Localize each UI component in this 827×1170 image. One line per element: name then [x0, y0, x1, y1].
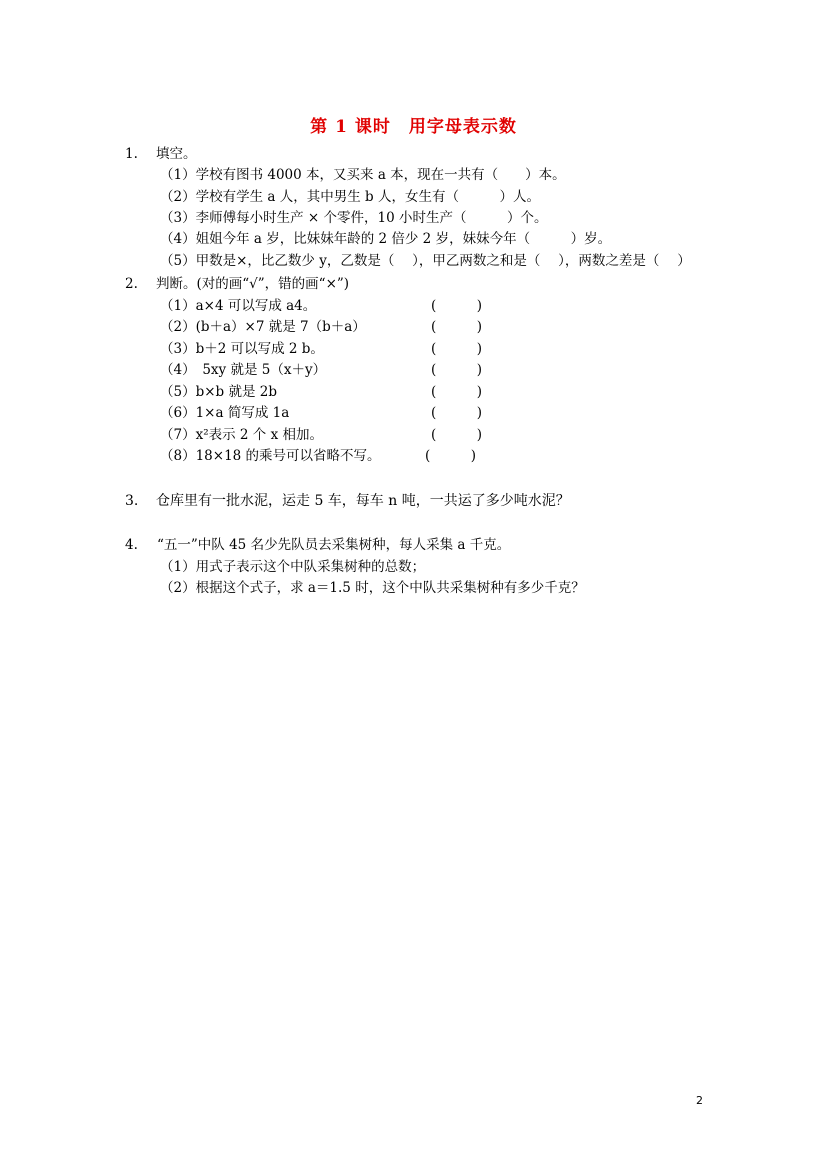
question-1: [0, 144, 197, 164]
judge-item-3: （3）b＋2 可以写成 2 b。: [160, 341, 324, 357]
judge-item-2: （2）(b＋a）×7 就是 7（b＋a）: [160, 319, 366, 335]
judge-item-4: （4） 5xy 就是 5（x＋y）: [160, 362, 327, 378]
sub-item-1: （1）用式子表示这个中队采集树种的总数；: [160, 559, 426, 575]
answer-paren-7: ( ): [431, 427, 483, 443]
judge-item-7: （7）x²表示 2 个 x 相加。: [160, 427, 323, 443]
fill-item-2: （2）学校有学生 a 人，其中男生 b 人，女生有（ ）人。: [160, 189, 540, 205]
fill-item-3: （3）李师傅每小时生产 × 个零件，10 小时生产（ ）个。: [160, 210, 548, 226]
question-4: [0, 535, 511, 555]
answer-paren-2: ( ): [431, 319, 483, 335]
answer-paren-4: ( ): [431, 362, 483, 378]
judge-item-8: （8）18×18 的乘号可以省略不写。: [160, 448, 381, 464]
answer-paren-6: ( ): [431, 405, 483, 421]
fill-item-4: （4）姐姐今年 a 岁，比妹妹年龄的 2 倍少 2 岁，妹妹今年（ ）岁。: [160, 231, 612, 247]
answer-paren-8: ( ): [425, 448, 477, 464]
question-text: 仓库里有一批水泥，运走 5 车，每车 n 吨，一共运了多少吨水泥？: [156, 493, 570, 509]
question-number: 3.: [125, 493, 139, 509]
answer-paren-3: ( ): [431, 341, 483, 357]
question-3: [0, 491, 570, 511]
answer-paren-5: ( ): [431, 384, 483, 400]
question-number: 2.: [125, 276, 138, 292]
judge-item-5: （5）b×b 就是 2b: [160, 384, 277, 400]
sub-item-2: （2）根据这个式子，求 a＝1.5 时，这个中队共采集树种有多少千克？: [160, 580, 585, 596]
fill-item-1: （1）学校有图书 4000 本，又买来 a 本，现在一共有（ ）本。: [160, 167, 566, 183]
question-number: 1.: [125, 146, 138, 162]
judge-item-6: （6）1×a 简写成 1a: [160, 405, 290, 421]
question-text: 填空。: [156, 146, 197, 162]
fill-item-5: （5）甲数是×，比乙数少 y，乙数是（ ），甲乙两数之和是（ ），两数之差是（ ）: [160, 253, 691, 269]
judge-item-1: （1）a×4 可以写成 a4。: [160, 298, 317, 314]
lesson-title: 第 1 课时 用字母表示数: [310, 117, 517, 137]
answer-paren-1: ( ): [431, 298, 483, 314]
question-number: 4.: [125, 537, 138, 553]
question-text: 判断。(对的画“√”，错的画“×”): [156, 276, 350, 292]
question-2: [0, 274, 350, 294]
question-text: “五一”中队 45 名少先队员去采集树种，每人采集 a 千克。: [157, 537, 511, 553]
page-number: 2: [696, 1094, 703, 1107]
